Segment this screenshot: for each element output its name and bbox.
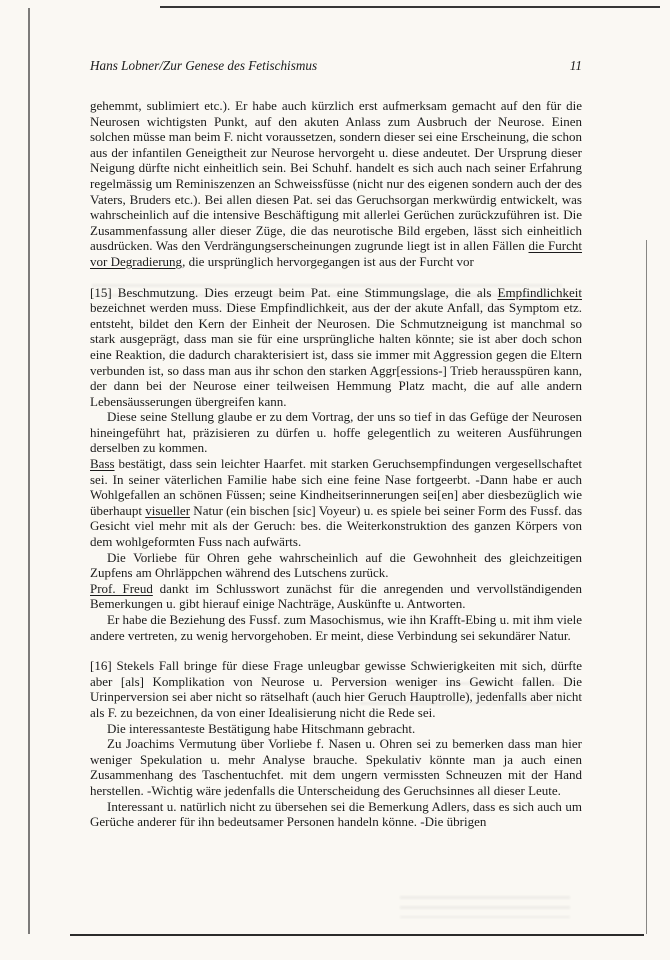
paragraph [90, 721, 582, 737]
running-header-title: Hans Lobner/Zur Genese des Fetischismus [90, 58, 318, 73]
paragraph [90, 456, 582, 550]
text-segment: Er habe die Beziehung des Fussf. zum Masochismus, wie ihn Krafft-Ebing u. mit ihm viele andere vertreten, zu wenig hervorgehoben. Er meint, diese Verbindung sei sekundärer Natur. [90, 612, 582, 643]
running-header [90, 58, 582, 74]
text-segment: [16] Stekels Fall bringe für diese Frage unleugbar gewisse Schwierigkeiten mit sich, dürfte aber [als] Komplikation von Neurose u. Perversion weniger ins Gewicht fallen. Die Urinperversion sei aber nicht so rätselhaft (auch hier Geruch Hauptrolle), jedenfalls aber nicht als F. zu bezeichnen, da von einer Idealisierung nicht die Rede sei. [90, 658, 582, 720]
text-segment: dankt im Schlusswort zunächst für die anregenden und vervollständigenden Bemerkungen u. gibt hierauf einige Nachträge, Auskünfte u. Antworten. [90, 580, 583, 612]
page-number: 11 [569, 58, 582, 73]
paragraph [90, 285, 582, 410]
text-segment: Die interessanteste Bestätigung habe Hitschmann gebracht. [107, 720, 416, 736]
text-segment: Die Vorliebe für Ohren gehe wahrscheinlich auf die Gewohnheit des gleichzeitigen Zupfens am Ohrläppchen während des Lutschens zurück. [90, 549, 582, 581]
paragraph [90, 550, 582, 581]
text-segment: Zu Joachims Vermutung über Vorliebe f. Nasen u. Ohren sei zu bemerken dass man hier weniger Spekulation u. mehr Analyse brauche. Spekulativ könnte man ja auch einen Zusammenhang des Taschentuchfet. mit dem ungern vermissten Schneuzen mit der Hand herstellen. -Wichtig wäre jedenfalls die Unterscheidung des Geruchsinnes all dieser Leute. [90, 736, 582, 798]
underlined-text: Empfindlichkeit [497, 284, 582, 300]
text-segment: bezeichnet werden muss. Diese Empfindlichkeit, aus der der akute Anfall, das Symptom etz. entsteht, bildet den Kern der Einheit der Neurosen. Die Schmutzneigung ist manchmal so stark ausgeprägt, dass man sie für eine ursprüngliche halten könnte; sie ist aber doch schon eine Reaktion, die dadurch charakterisiert ist, dass sie immer mit Aggression gegen die Eltern verbunden ist, so dass man aus ihr schon den starken Aggr[essions-] Trieb herausspüren kann, der dann bei der Neurose einer teilweisen Hemmung Platz macht, die auf alle andern Lebensäusserungen übergreifen kann. [90, 300, 582, 409]
underlined-text: Bass [90, 456, 115, 472]
paragraph [90, 658, 582, 720]
underlined-text: die Furcht vor Degradierung [90, 238, 583, 269]
paragraph [90, 612, 582, 643]
paragraph [90, 581, 582, 612]
paragraph [90, 409, 582, 456]
document-body [90, 98, 582, 830]
paragraph [90, 799, 582, 830]
text-segment: Diese seine Stellung glaube er zu dem Vortrag, der uns so tief in das Gefüge der Neurosen hineingeführt hat, präzisieren zu dürfen u. hoffe gelegentlich zu weiteren Ausführungen derselben zu kommen. [90, 409, 582, 456]
text-segment: bestätigt, dass sein leichter Haarfet. mit starken Geruchsempfindungen vergesellschaftet sei. In seiner väterlichen Familie habe sich eine feine Nase fortgeerbt. -Dann habe er auch Wohlgefallen an schönen Füssen; seine Kindheitserinnerungen sei[en] aber diesbezüglich wie überhaupt [90, 456, 582, 518]
text-segment: , die ursprünglich hervorgegangen ist aus der Furcht vor [182, 253, 474, 269]
underlined-text: visueller [145, 502, 191, 518]
text-segment: gehemmt, sublimiert etc.). Er habe auch kürzlich erst aufmerksam gemacht auf den für die Neurosen wichtigsten Punkt, auf den akuten Anlass zum Ausbruch der Neurose. Einen solchen müsse man beim F. nicht voraussetzen, sondern dieser sei eine Erscheinung, die schon aus der infantilen Geneigtheit zur Neurose hervorgeht u. diese andeutet. Der Ursprung dieser Neigung dürfte nicht einheitlich sein. Bei Schuhf. handelt es sich auch nach seiner Erfahrung regelmässig um Reminiszenzen an Schweissfüsse (nicht nur des eigenen sondern auch der des Vaters, Bruders etc.). Bei allen diesen Pat. sei das Geruchsorgan merkwürdig entwickelt, was wahrscheinlich auf die intensive Beschäftigung mit allerlei Gerüchen zurückzuführen ist. Die Zusammenfassung aller dieser Züge, die das neurotische Bild ergeben, lässt sich einheitlich ausdrücken. Was den Verdrängungserscheinungen zugrunde liegt ist in allen Fällen [90, 98, 582, 254]
text-segment: [15] Beschmutzung. Dies erzeugt beim Pat. eine Stimmungslage, die als [90, 284, 498, 300]
text-segment: Interessant u. natürlich nicht zu übersehen sei die Bemerkung Adlers, dass es sich auch um Gerüche anderer für ihn bedeutsamer Personen handeln könne. -Die übrigen [90, 798, 582, 830]
underlined-text: Prof. Freud [90, 580, 153, 596]
paragraph [90, 98, 582, 270]
text-segment: Natur (ein bischen [sic] Voyeur) u. es spiele bei seiner Form des Fussf. das Gesicht viel mehr mit als der Geruch: bes. die Weiterkonstruktion des ganzen Körpers von dem wohlgeformten Fuss nach aufwärts. [90, 502, 583, 550]
paragraph [90, 736, 582, 798]
